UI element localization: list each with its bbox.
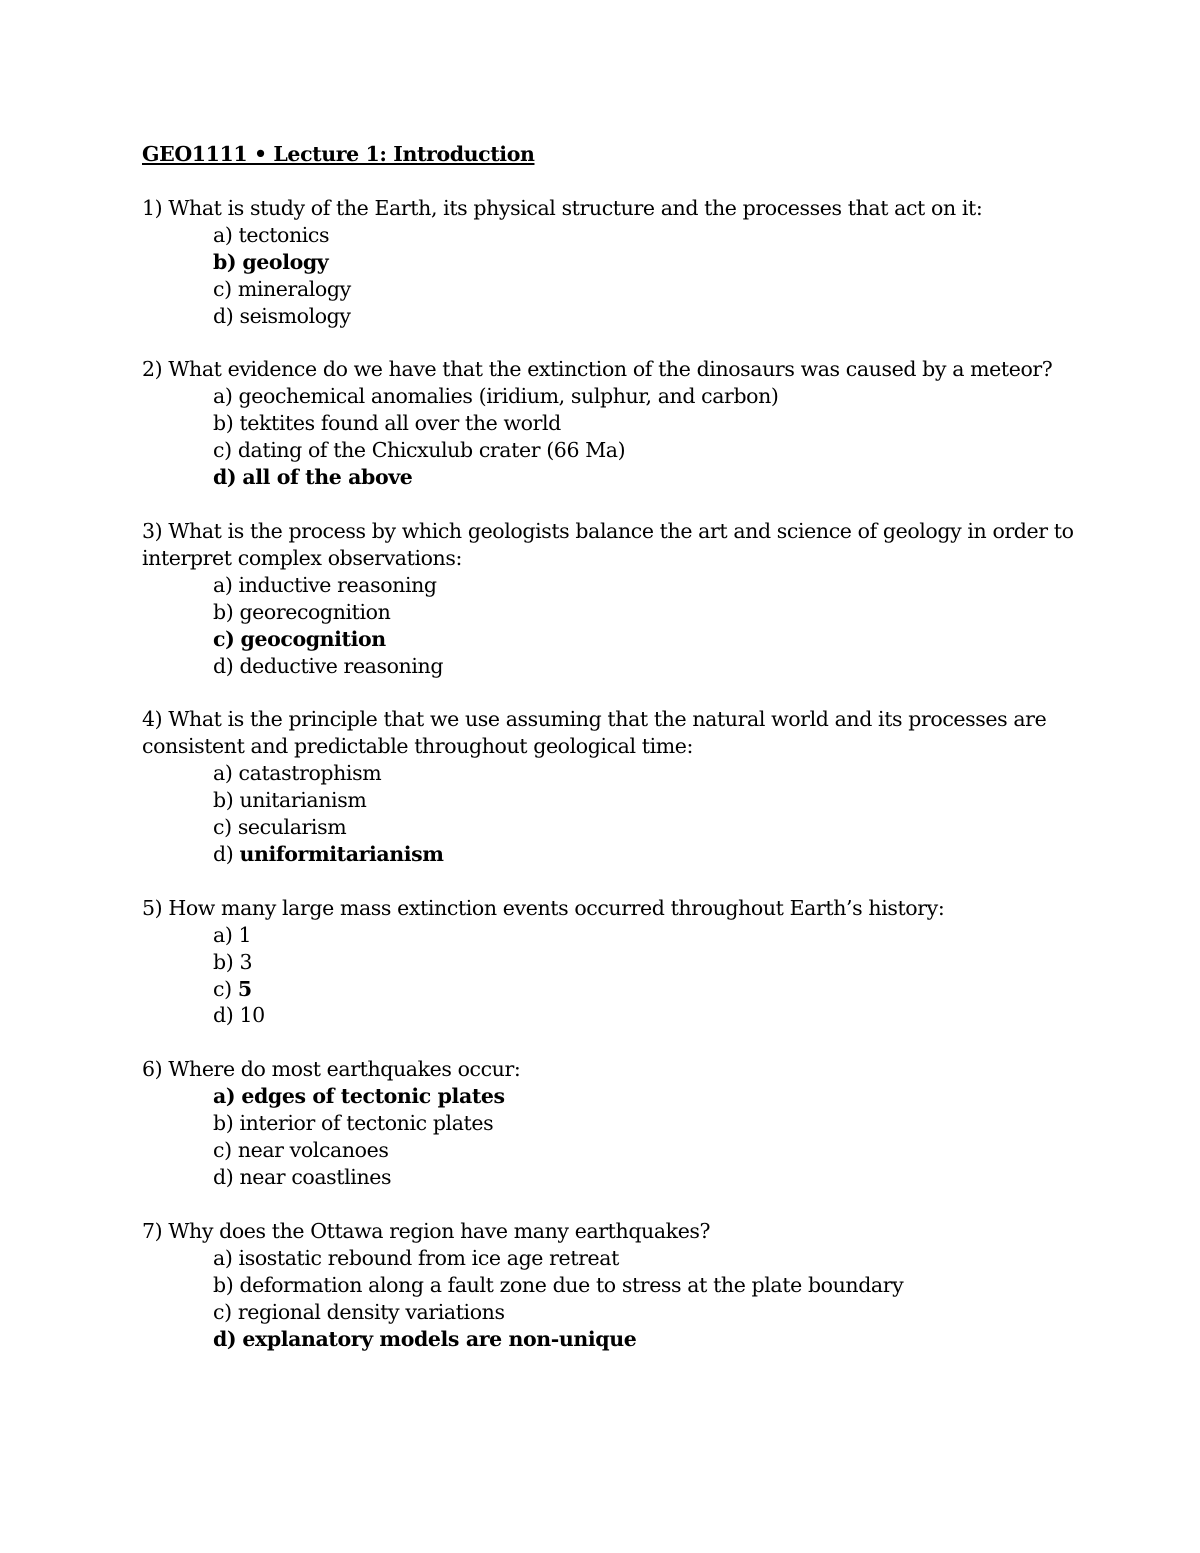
answer-option	[142, 1245, 1082, 1272]
option-letter: d)	[213, 1003, 234, 1028]
answer-options	[142, 922, 1082, 1030]
question-7	[142, 1218, 1082, 1353]
option-text: regional density variations	[237, 1299, 505, 1324]
option-letter: a)	[213, 572, 233, 597]
answer-option	[142, 626, 1082, 653]
option-text: geochemical anomalies (iridium, sulphur, and carbon)	[238, 384, 779, 409]
answer-option	[142, 1326, 1082, 1353]
document-page	[142, 141, 1082, 1379]
answer-options	[142, 1245, 1082, 1353]
option-letter: b)	[213, 788, 234, 813]
document-title: GEO1111 • Lecture 1: Introduction	[142, 142, 535, 166]
correct-answer-text: geology	[242, 249, 329, 274]
answer-options	[142, 1083, 1082, 1191]
answer-options	[142, 383, 1082, 491]
answer-option	[142, 410, 1082, 437]
question-2	[142, 356, 1082, 491]
question-text: 5) How many large mass extinction events occurred throughout Earth’s history:	[142, 895, 945, 920]
option-text: secularism	[237, 815, 347, 840]
answer-option	[142, 437, 1082, 464]
answer-option	[142, 976, 1082, 1003]
option-letter: b)	[213, 949, 234, 974]
option-text: unitarianism	[239, 788, 367, 813]
answer-option	[142, 787, 1082, 814]
option-letter: b)	[213, 1272, 234, 1297]
answer-option	[142, 949, 1082, 976]
question-list	[142, 195, 1082, 1353]
answer-option	[142, 276, 1082, 303]
option-text: 10	[239, 1003, 265, 1028]
answer-option	[142, 303, 1082, 330]
correct-answer-text: uniformitarianism	[239, 841, 444, 866]
option-letter: a)	[213, 1245, 233, 1270]
question-4	[142, 706, 1082, 867]
option-letter: c)	[213, 1299, 232, 1324]
question-6	[142, 1056, 1082, 1191]
question-3	[142, 518, 1082, 679]
option-text: inductive reasoning	[238, 572, 437, 597]
option-letter: a)	[213, 761, 233, 786]
answer-option	[142, 383, 1082, 410]
option-text: deformation along a fault zone due to stress at the plate boundary	[239, 1272, 904, 1297]
answer-options	[142, 572, 1082, 680]
correct-answer-text: 5	[237, 976, 252, 1001]
question-text: 1) What is study of the Earth, its physical structure and the processes that act on it:	[142, 195, 983, 220]
correct-answer-text: geocognition	[240, 626, 386, 651]
answer-option	[142, 1137, 1082, 1164]
option-text: seismology	[239, 303, 351, 328]
option-letter: a)	[213, 1084, 236, 1109]
option-text: mineralogy	[237, 276, 351, 301]
answer-option	[142, 1164, 1082, 1191]
answer-option	[142, 1002, 1082, 1029]
option-letter: d)	[213, 1165, 234, 1189]
option-letter: d)	[213, 465, 237, 490]
option-letter: c)	[213, 438, 232, 463]
option-letter: b)	[213, 249, 237, 274]
option-letter: b)	[213, 599, 234, 624]
option-letter: b)	[213, 411, 234, 436]
answer-option	[142, 841, 1082, 868]
option-text: tectonics	[238, 222, 330, 247]
answer-option	[142, 1083, 1082, 1110]
option-letter: c)	[213, 626, 235, 651]
answer-option	[142, 464, 1082, 491]
option-letter: d)	[213, 841, 234, 866]
option-letter: d)	[213, 303, 234, 328]
answer-option	[142, 222, 1082, 249]
correct-answer-text: explanatory models are non-unique	[242, 1326, 637, 1351]
option-text: isostatic rebound from ice age retreat	[238, 1245, 619, 1270]
answer-option	[142, 922, 1082, 949]
option-text: near coastlines	[239, 1165, 392, 1189]
question-1	[142, 195, 1082, 330]
answer-option	[142, 249, 1082, 276]
question-text: 3) What is the process by which geologists balance the art and science of geology in order to interpret complex observations:	[142, 518, 1074, 570]
option-letter: a)	[213, 922, 233, 947]
correct-answer-text: all of the above	[242, 465, 413, 490]
option-letter: c)	[213, 815, 232, 840]
option-letter: a)	[213, 384, 233, 409]
option-text: dating of the Chicxulub crater (66 Ma)	[237, 438, 626, 463]
option-letter: d)	[213, 653, 234, 678]
option-text: interior of tectonic plates	[239, 1111, 494, 1136]
option-text: near volcanoes	[237, 1138, 389, 1163]
answer-options	[142, 222, 1082, 330]
answer-option	[142, 1110, 1082, 1137]
option-letter: b)	[213, 1111, 234, 1136]
option-text: catastrophism	[238, 761, 382, 786]
option-text: 1	[238, 922, 252, 947]
answer-options	[142, 760, 1082, 868]
option-text: deductive reasoning	[239, 653, 444, 678]
answer-option	[142, 1272, 1082, 1299]
correct-answer-text: edges of tectonic plates	[241, 1084, 505, 1109]
answer-option	[142, 814, 1082, 841]
answer-option	[142, 760, 1082, 787]
question-text: 6) Where do most earthquakes occur:	[142, 1057, 521, 1082]
option-text: georecognition	[239, 599, 391, 624]
answer-option	[142, 599, 1082, 626]
option-text: 3	[239, 949, 253, 974]
option-letter: a)	[213, 222, 233, 247]
option-letter: c)	[213, 276, 232, 301]
question-text: 2) What evidence do we have that the extinction of the dinosaurs was caused by a meteor?	[142, 357, 1053, 382]
answer-option	[142, 1299, 1082, 1326]
option-letter: c)	[213, 976, 232, 1001]
option-letter: d)	[213, 1326, 237, 1351]
option-text: tektites found all over the world	[239, 411, 561, 436]
answer-option	[142, 653, 1082, 680]
question-text: 4) What is the principle that we use assuming that the natural world and its processes are consistent and predictable throughout geological time:	[142, 707, 1047, 759]
option-letter: c)	[213, 1138, 232, 1163]
answer-option	[142, 572, 1082, 599]
question-text: 7) Why does the Ottawa region have many earthquakes?	[142, 1218, 711, 1243]
question-5	[142, 895, 1082, 1030]
